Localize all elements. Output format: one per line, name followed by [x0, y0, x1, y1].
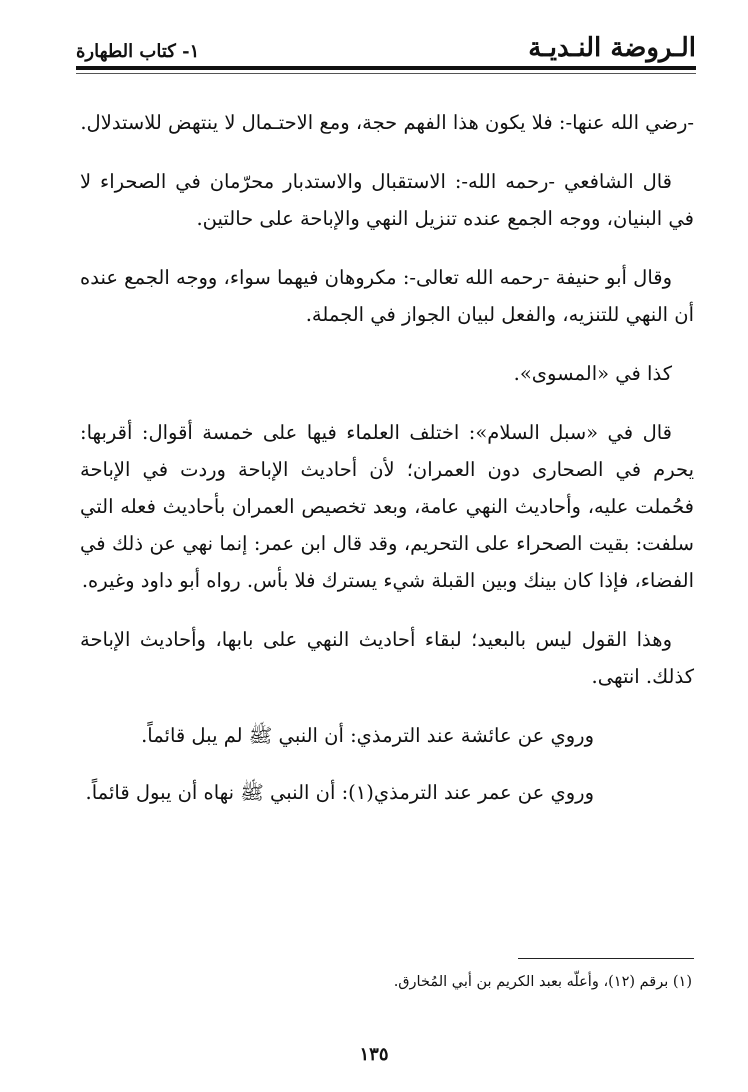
- paragraph-1: -رضي الله عنها-: فلا يكون هذا الفهم حجة، ومع الاحتـمال لا ينتهض للاستدلال.: [80, 111, 694, 134]
- paragraph-2: قال الشافعي -رحمه الله-: الاستقبال والاستدبار محرّمان في الصحراء لا في البنيان، ووجه الجمع عنده تنزيل النهي والإباحة على حالتين.: [80, 170, 694, 230]
- book-title: الـروضة النـديـة: [528, 33, 696, 63]
- paragraph-8: وروي عن عمر عند الترمذي(١): أن النبي ﷺ نهاه أن يبول قائماً.: [85, 781, 594, 804]
- paragraph-7: وروي عن عائشة عند الترمذي: أن النبي ﷺ لم يبل قائماً.: [141, 724, 594, 747]
- paragraph-3: وقال أبو حنيفة -رحمه الله تعالى-: مكروهان فيهما سواء، ووجه الجمع عنده أن النهي للتنزيه، والفعل لبيان الجواز في الجملة.: [80, 266, 694, 326]
- header-rule-thin: [76, 73, 696, 74]
- paragraph-4: كذا في «المسوى».: [513, 362, 672, 385]
- page-number: ١٣٥: [359, 1044, 389, 1065]
- running-header: [76, 30, 696, 70]
- chapter-title: ١- كتاب الطهارة: [76, 41, 200, 62]
- footnote: (١) برقم (١٢)، وأعلّه بعبد الكريم بن أبي المُخارق.: [393, 974, 692, 990]
- page-body: [80, 104, 694, 831]
- header-rule-thick: [76, 66, 696, 70]
- paragraph-5: قال في «سبل السلام»: اختلف العلماء فيها على خمسة أقوال: أقربها: يحرم في الصحارى دون العمران؛ لأن أحاديث الإباحة وردت في الإباحة فحُملت عليه، وأحاديث النهي عامة، وبعد تخصيص العمران بأحاديث فعله التي سلفت: بقيت الصحراء على التحريم، وقد قال ابن عمر: إنما نهي عن ذلك في الفضاء، فإذا كان بينك وبين القبلة شيء يسترك فلا بأس. رواه أبو داود وغيره.: [80, 421, 694, 592]
- footnote-separator: [518, 958, 694, 959]
- paragraph-6: وهذا القول ليس بالبعيد؛ لبقاء أحاديث النهي على بابها، وأحاديث الإباحة كذلك. انتهى.: [80, 628, 694, 688]
